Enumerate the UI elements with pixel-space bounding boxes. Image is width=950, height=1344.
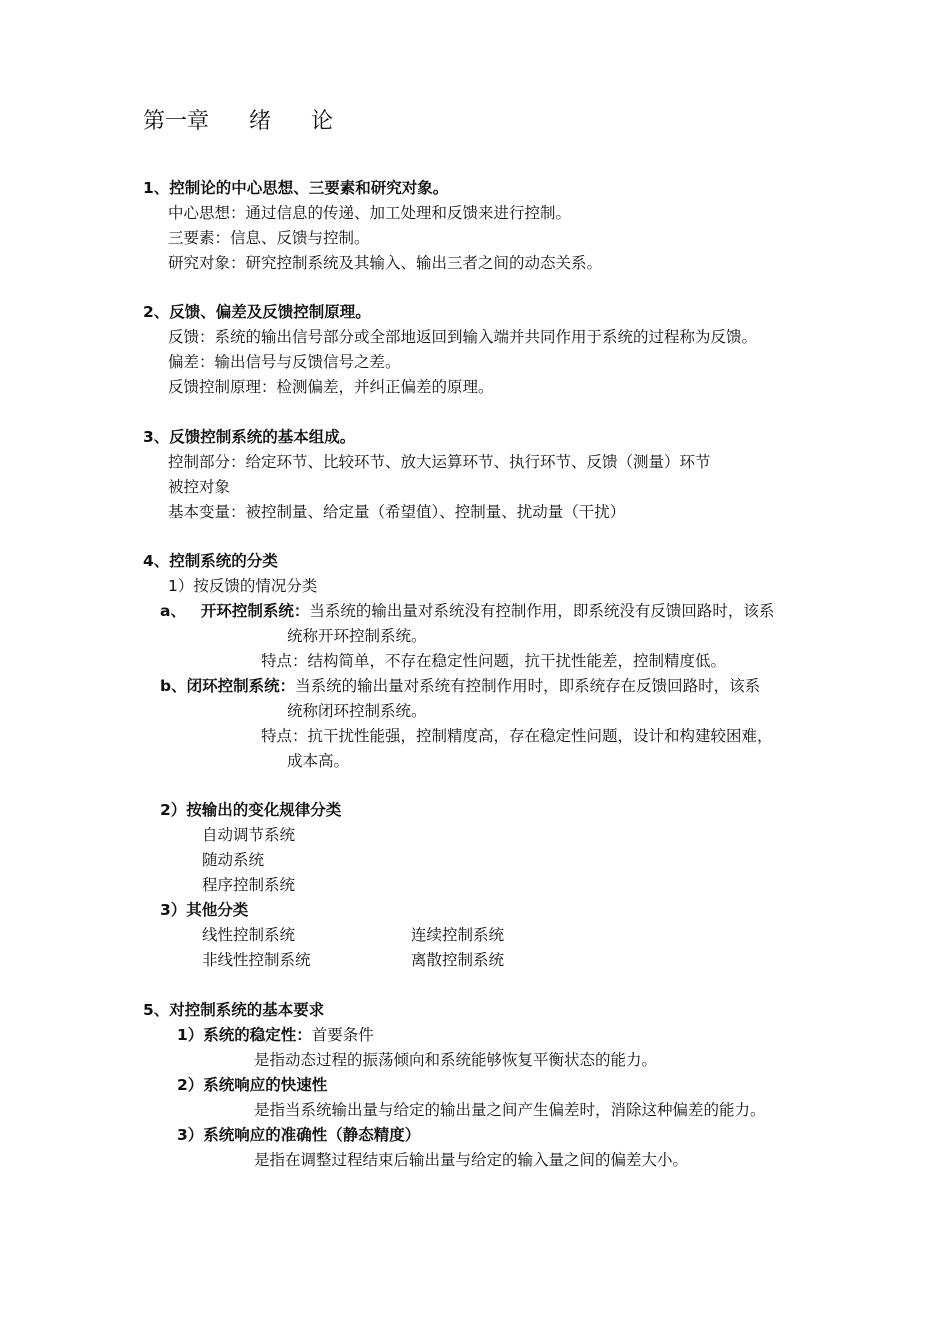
other-type-right-item: 连续控制系统 xyxy=(411,926,505,944)
section-2-line-2: 偏差：输出信号与反馈信号之差。 xyxy=(168,353,401,371)
section-1-line-2: 三要素：信息、反馈与控制。 xyxy=(168,229,370,247)
requirement-2-term: 2）系统响应的快速性 xyxy=(177,1076,328,1094)
closed-loop-features-2: 成本高。 xyxy=(287,752,350,770)
section-2-heading: 2、反馈、偏差及反馈控制原理。 xyxy=(143,303,371,321)
requirement-1-term: 1）系统的稳定性： xyxy=(177,1026,312,1044)
section-1-heading: 1、控制论的中心思想、三要素和研究对象。 xyxy=(143,179,449,197)
requirement-1-note: 首要条件 xyxy=(311,1026,374,1044)
output-type-item: 自动调节系统 xyxy=(202,826,296,844)
closed-loop-definition-2: 统称闭环控制系统。 xyxy=(287,702,427,720)
requirement-2-description: 是指当系统输出量与给定的输出量之间产生偏差时，消除这种偏差的能力。 xyxy=(254,1101,766,1119)
closed-loop-item xyxy=(160,675,760,697)
open-loop-term: 开环控制系统： xyxy=(200,602,310,620)
open-loop-definition-1: 当系统的输出量对系统没有控制作用，即系统没有反馈回路时，该系 xyxy=(309,602,775,620)
section-4-subheading-3: 3）其他分类 xyxy=(160,901,249,919)
section-3-line-2: 被控对象 xyxy=(168,478,231,496)
section-2-line-1: 反馈：系统的输出信号部分或全部地返回到输入端并共同作用于系统的过程称为反馈。 xyxy=(168,328,758,346)
open-loop-item xyxy=(160,600,774,622)
chapter-number: 第一章 xyxy=(143,109,210,134)
section-3-line-1: 控制部分：给定环节、比较环节、放大运算环节、执行环节、反馈（测量）环节 xyxy=(168,453,711,471)
section-3-heading: 3、反馈控制系统的基本组成。 xyxy=(143,428,356,446)
chapter-title xyxy=(143,107,333,137)
closed-loop-term: 闭环控制系统： xyxy=(186,677,296,695)
other-type-left-item: 非线性控制系统 xyxy=(202,951,311,969)
output-type-item: 随动系统 xyxy=(202,851,265,869)
open-loop-features: 特点：结构简单，不存在稳定性问题，抗干扰性能差，控制精度低。 xyxy=(261,652,727,670)
section-1-line-3: 研究对象：研究控制系统及其输入、输出三者之间的动态关系。 xyxy=(168,254,603,272)
output-type-item: 程序控制系统 xyxy=(202,876,296,894)
chapter-title-char-1: 绪 xyxy=(249,109,272,134)
closed-loop-features-1: 特点：抗干扰性能强，控制精度高，存在稳定性问题，设计和构建较困难， xyxy=(261,727,773,745)
other-type-right-item: 离散控制系统 xyxy=(411,951,505,969)
closed-loop-definition-1: 当系统的输出量对系统有控制作用时，即系统存在反馈回路时，该系 xyxy=(295,677,761,695)
section-3-line-3: 基本变量：被控制量、给定量（希望值）、控制量、扰动量（干扰） xyxy=(168,503,626,521)
section-1-line-1: 中心思想：通过信息的传递、加工处理和反馈来进行控制。 xyxy=(168,204,572,222)
section-5-heading: 5、对控制系统的基本要求 xyxy=(143,1001,325,1019)
section-4-heading: 4、控制系统的分类 xyxy=(143,552,278,570)
open-loop-label: a、 xyxy=(160,602,186,620)
chapter-title-char-2: 论 xyxy=(311,109,334,134)
requirement-3-description: 是指在调整过程结束后输出量与给定的输入量之间的偏差大小。 xyxy=(254,1151,689,1169)
open-loop-definition-2: 统称开环控制系统。 xyxy=(287,627,427,645)
requirement-3-term: 3）系统响应的准确性（静态精度） xyxy=(177,1126,421,1144)
section-4-subheading-2: 2）按输出的变化规律分类 xyxy=(160,801,342,819)
section-4-subheading-1: 1）按反馈的情况分类 xyxy=(168,577,318,595)
requirement-1 xyxy=(177,1024,374,1046)
closed-loop-label: b、 xyxy=(160,677,187,695)
requirement-1-description: 是指动态过程的振荡倾向和系统能够恢复平衡状态的能力。 xyxy=(254,1051,658,1069)
other-type-left-item: 线性控制系统 xyxy=(202,926,296,944)
section-2-line-3: 反馈控制原理：检测偏差，并纠正偏差的原理。 xyxy=(168,378,494,396)
